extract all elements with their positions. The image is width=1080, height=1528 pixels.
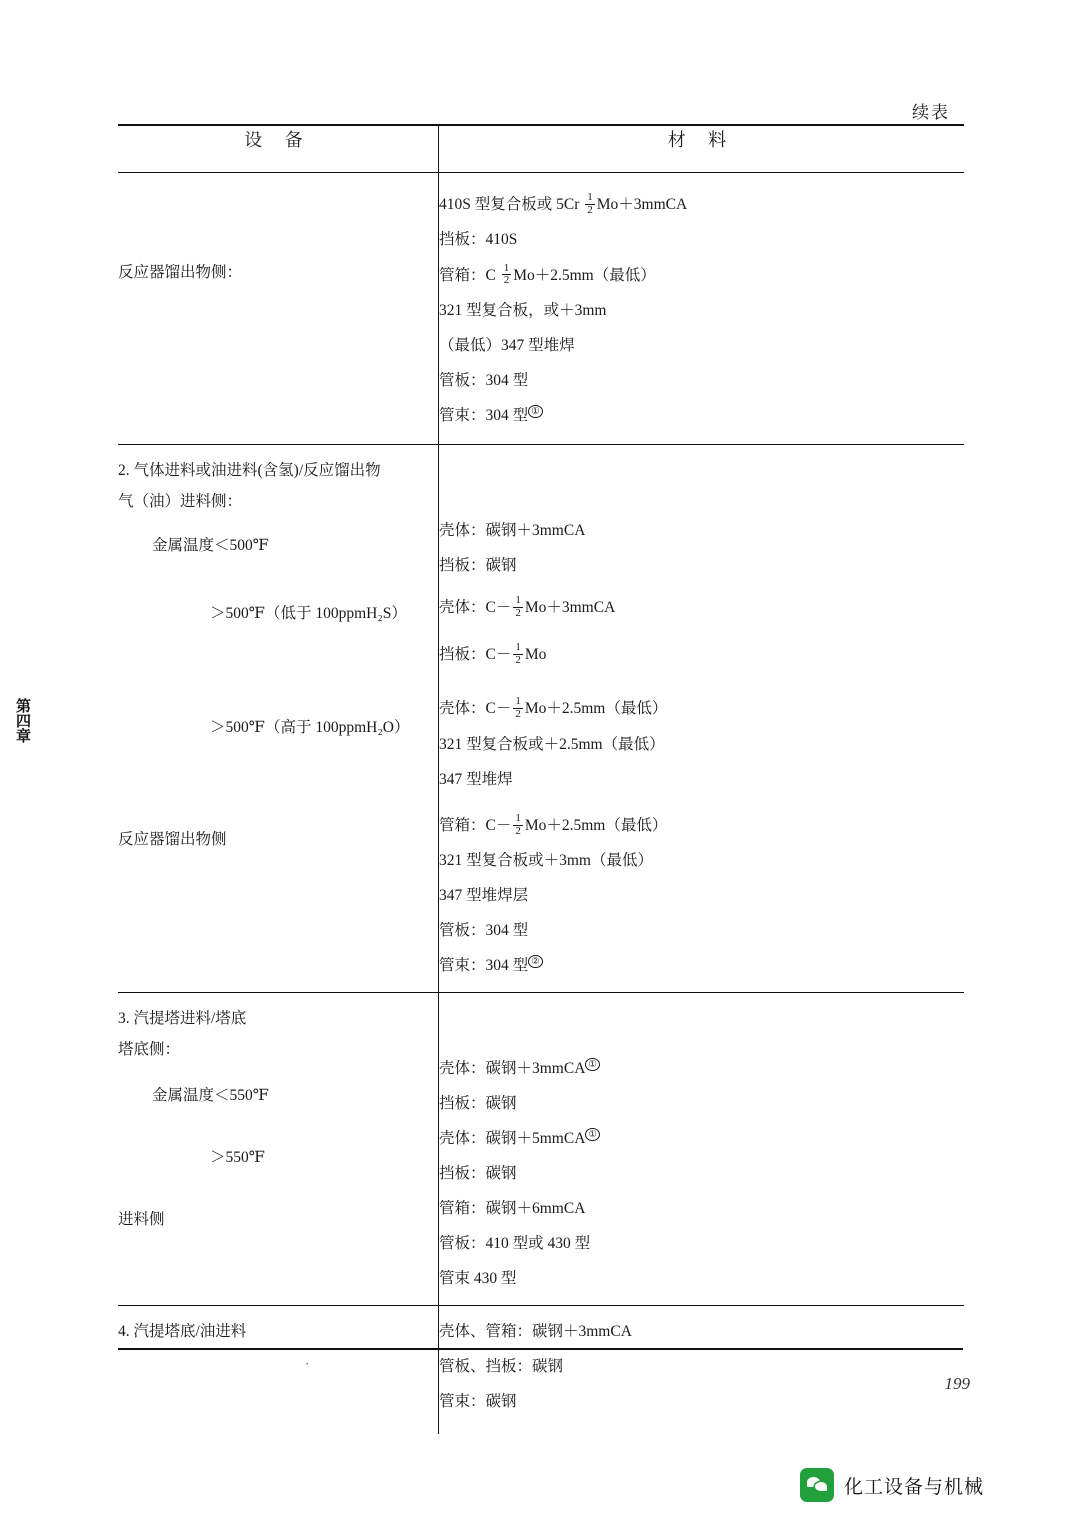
row2-material-line-11: 管板：304 型 — [439, 922, 529, 940]
row1-m3-pre: 管箱：C — [439, 266, 500, 284]
row3-m1-text: 壳体：碳钢＋3mmCA — [439, 1060, 586, 1078]
side-mark-char-3: 章 — [16, 729, 32, 745]
row3-equipment-line-3: 金属温度＜550℉ — [152, 1087, 269, 1105]
row3-equipment-cell — [118, 993, 439, 1306]
fraction-one-half — [513, 696, 523, 720]
row4-material-line-3: 管束：碳钢 — [439, 1393, 517, 1411]
row3-material-line-6: 管板：410 型或 430 型 — [439, 1235, 591, 1253]
page-number: 199 — [944, 1374, 970, 1393]
row2-m12-text: 管束：304 型 — [439, 957, 529, 975]
watermark — [800, 1468, 984, 1502]
row3-material-line-3 — [439, 1127, 964, 1151]
row1-material-line-6: 管板：304 型 — [439, 372, 529, 390]
row2-material-line-2: 挡板：碳钢 — [439, 557, 517, 575]
row2-m3-post: Mo＋3mmCA — [524, 599, 616, 617]
row4-equipment-line-1: 4. 汽提塔底/油进料 — [118, 1323, 247, 1341]
table-row — [118, 1306, 964, 1435]
frac-den: 2 — [515, 653, 521, 666]
row3-equipment-line-2: 塔底侧： — [118, 1041, 181, 1059]
frac-den: 2 — [587, 203, 593, 216]
row2-equipment-line-1: 2. 气体进料或油进料(含氢)/反应馏出物 — [118, 462, 381, 480]
row2-equipment-line-4: ＞500℉（低于 100ppmH₂S） — [210, 605, 407, 623]
frac-num: 1 — [515, 695, 521, 708]
row2-material-line-10: 347 型堆焊层 — [439, 887, 529, 905]
row1-equipment-line-1: 反应器馏出物侧： — [118, 264, 243, 281]
row2-material-line-6: 321 型复合板或＋2.5mm（最低） — [439, 735, 665, 753]
table-bottom-rule — [118, 1348, 963, 1350]
row1-material-line-4: 321 型复合板，或＋3mm — [439, 301, 607, 319]
row2-m8-post: Mo＋2.5mm（最低） — [524, 816, 668, 834]
row2-material-line-7: 347 型堆焊 — [439, 770, 513, 788]
row2-m4-pre: 挡板：C－ — [439, 645, 512, 663]
footnote-marker-1: ① — [528, 405, 543, 418]
row3-material-cell — [439, 993, 965, 1306]
row2-material-line-5 — [439, 697, 964, 721]
watermark-text: 化工设备与机械 — [843, 1476, 984, 1498]
row3-material-line-1 — [439, 1057, 964, 1081]
row3-equipment-line-4: ＞550℉ — [210, 1149, 265, 1167]
row3-material-line-7: 管束 430 型 — [439, 1270, 517, 1288]
footer-dot-mark: · — [305, 1356, 310, 1371]
fraction-one-half — [513, 642, 523, 666]
footnote-marker-2: ② — [528, 955, 543, 968]
row3-material-line-4: 挡板：碳钢 — [439, 1165, 517, 1183]
row3-material-line-5: 管箱：碳钢＋6mmCA — [439, 1200, 586, 1218]
row2-equipment-cell — [118, 445, 439, 993]
materials-table — [118, 124, 963, 1434]
row1-m3-post: Mo＋2.5mm（最低） — [513, 266, 656, 284]
row2-material-line-4 — [439, 640, 964, 667]
row2-equipment-line-3: 金属温度＜500℉ — [152, 537, 269, 555]
side-margin-mark — [16, 700, 38, 745]
row2-equipment-line-2: 气（油）进料侧： — [118, 493, 243, 511]
table-row — [118, 993, 964, 1306]
row4-material-line-1: 壳体、管箱：碳钢＋3mmCA — [439, 1323, 632, 1341]
row2-equipment-line-6: 反应器馏出物侧 — [118, 831, 227, 849]
row4-material-cell — [439, 1306, 965, 1435]
row2-material-cell — [439, 445, 965, 993]
table-header-row — [118, 125, 964, 173]
side-mark-char-1: 第 — [16, 699, 32, 715]
row2-m8-pre: 管箱：C－ — [439, 816, 512, 834]
fraction-one-half — [513, 595, 523, 619]
row2-material-line-12 — [439, 954, 964, 978]
frac-den: 2 — [515, 824, 521, 837]
fraction-one-half — [513, 813, 523, 837]
row4-equipment-cell — [118, 1306, 439, 1435]
frac-num: 1 — [515, 594, 521, 607]
row3-m3-text: 壳体：碳钢＋5mmCA — [439, 1130, 586, 1148]
row3-equipment-line-5: 进料侧 — [118, 1211, 165, 1229]
row1-material-line-1 — [439, 193, 964, 217]
row3-equipment-line-1: 3. 汽提塔进料/塔底 — [118, 1010, 247, 1028]
frac-num: 1 — [515, 640, 521, 653]
continued-table-label: 续表 — [912, 103, 950, 122]
row2-material-line-9: 321 型复合板或＋3mm（最低） — [439, 852, 653, 870]
row2-m4-post: Mo — [524, 645, 547, 663]
row2-m5-post: Mo＋2.5mm（最低） — [524, 700, 668, 718]
row1-material-cell — [439, 173, 965, 445]
side-mark-char-2: 四 — [16, 714, 32, 730]
row2-equipment-line-5: ＞500℉（高于 100ppmH₂O） — [210, 719, 410, 737]
frac-den: 2 — [503, 274, 510, 287]
fraction-one-half — [585, 192, 595, 216]
frac-den: 2 — [515, 707, 521, 720]
table-row — [118, 445, 964, 993]
table-row — [118, 173, 964, 445]
row3-material-line-2: 挡板：碳钢 — [439, 1095, 517, 1113]
row1-material-line-5: （最低）347 型堆焊 — [439, 337, 575, 354]
frac-num: 1 — [515, 811, 521, 824]
row1-material-line-2: 挡板：410S — [439, 231, 518, 249]
frac-den: 2 — [515, 607, 521, 620]
frac-num: 1 — [503, 261, 510, 274]
row2-m5-pre: 壳体：C－ — [439, 700, 512, 718]
row1-material-line-3 — [439, 261, 964, 288]
row2-material-line-8 — [439, 811, 964, 838]
header-equipment: 设 备 — [244, 130, 312, 150]
footnote-marker-1: ① — [585, 1128, 600, 1141]
row1-m1-pre: 410S 型复合板或 5Cr — [439, 196, 584, 213]
row1-m1-post: Mo＋3mmCA — [596, 196, 688, 213]
header-material: 材 料 — [439, 125, 965, 173]
row1-m7-text: 管束：304 型 — [439, 407, 529, 425]
fraction-one-half — [502, 263, 512, 287]
row1-material-line-7 — [439, 404, 964, 428]
row4-material-line-2: 管板、挡板：碳钢 — [439, 1358, 564, 1376]
row2-m3-pre: 壳体：C－ — [439, 599, 512, 617]
row1-equipment-cell — [118, 173, 439, 445]
row2-material-line-1: 壳体：碳钢＋3mmCA — [439, 522, 586, 540]
wechat-official-account-logo — [800, 1468, 834, 1502]
row2-material-line-3 — [439, 596, 964, 620]
footnote-marker-1: ① — [585, 1058, 600, 1071]
frac-num: 1 — [587, 191, 593, 204]
